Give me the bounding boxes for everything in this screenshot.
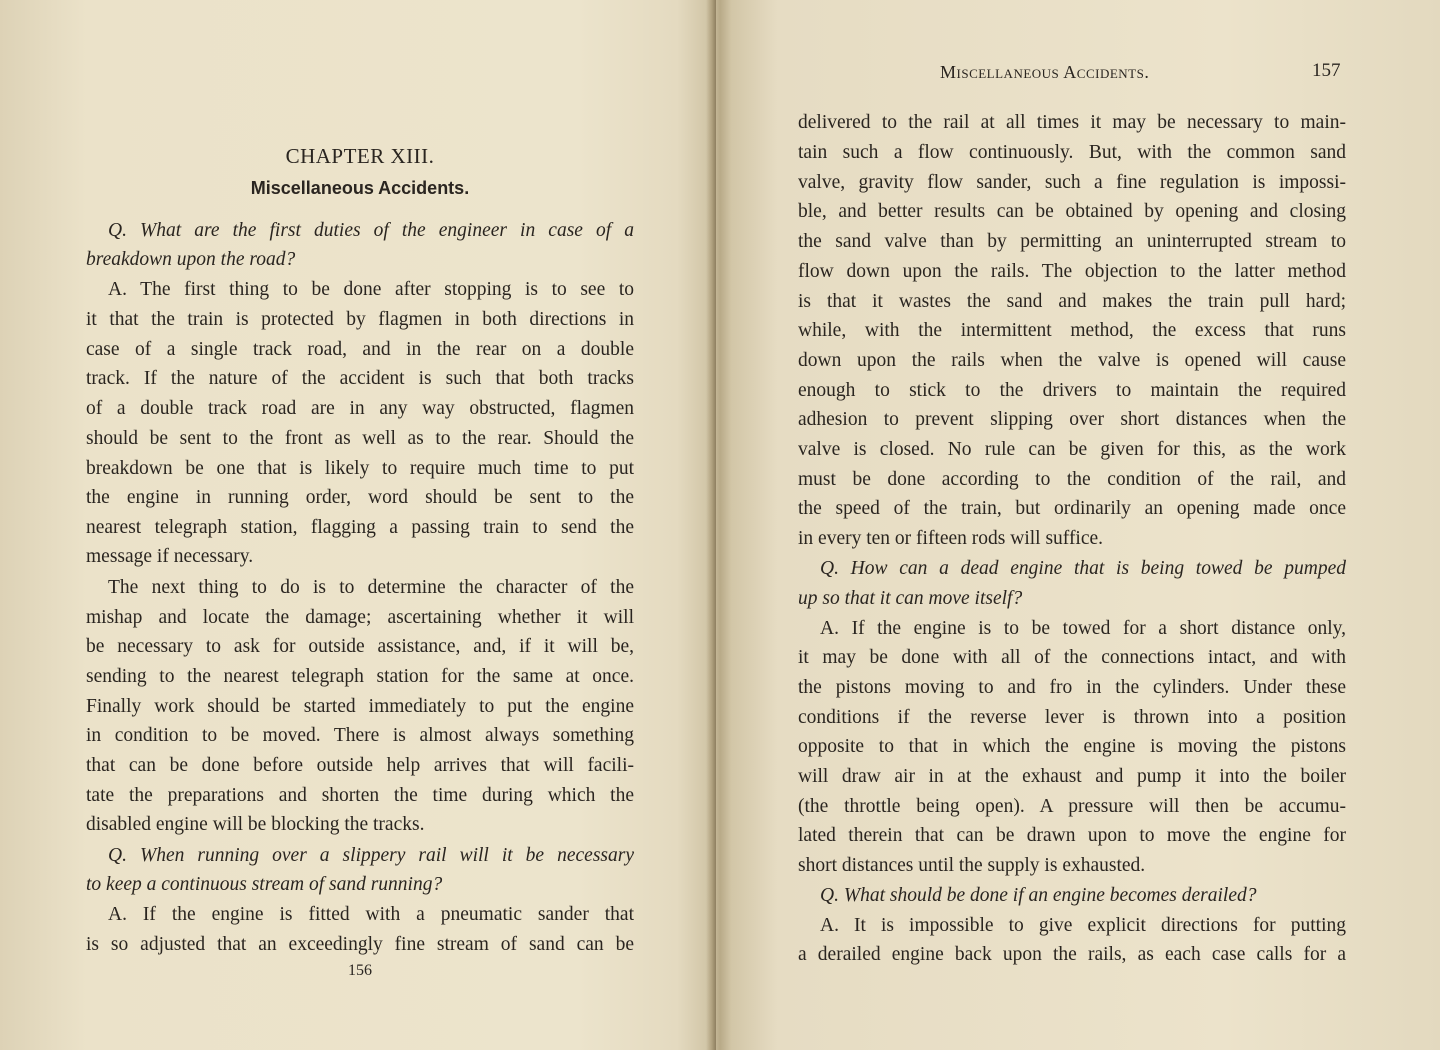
- text-line: valve is closed. No rule can be given for this, as the work: [798, 439, 1346, 460]
- page-number: 156: [348, 962, 372, 979]
- text-line: The next thing to do is to determine the character of the: [108, 577, 634, 598]
- text-line: the sand valve than by permitting an uninterrupted stream to: [798, 231, 1346, 252]
- text-line: disabled engine will be blocking the tracks.: [86, 814, 425, 835]
- text-line: breakdown be one that is likely to require much time to put: [86, 458, 634, 479]
- answer-line: A. The first thing to be done after stopping is to see to: [108, 279, 634, 300]
- text-line: delivered to the rail at all times it may be necessary to main-: [798, 112, 1346, 133]
- text-line: (the throttle being open). A pressure will then be accumu-: [798, 796, 1346, 817]
- text-line: valve, gravity flow sander, such a fine regulation is impossi-: [798, 172, 1346, 193]
- text-line: nearest telegraph station, flagging a passing train to send the: [86, 517, 634, 538]
- text-line: that can be done before outside help arrives that will facili-: [86, 755, 634, 776]
- text-line: in condition to be moved. There is almost always something: [86, 725, 634, 746]
- text-line: is that it wastes the sand and makes the train pull hard;: [798, 291, 1346, 312]
- text-line: must be done according to the condition of the rail, and: [798, 469, 1346, 490]
- answer-line: A. It is impossible to give explicit directions for putting: [820, 915, 1346, 936]
- text-line: enough to stick to the drivers to maintain the required: [798, 380, 1346, 401]
- answer-line: A. If the engine is fitted with a pneumatic sander that: [108, 904, 634, 925]
- text-line: it may be done with all of the connections intact, and with: [798, 647, 1346, 668]
- question-line: Q. What are the first duties of the engineer in case of a: [108, 220, 634, 241]
- text-line: tate the preparations and shorten the time during which the: [86, 785, 634, 806]
- text-line: case of a single track road, and in the rear on a double: [86, 339, 634, 360]
- text-line: lated therein that can be drawn upon to move the engine for: [798, 825, 1346, 846]
- text-line: will draw air in at the exhaust and pump it into the boiler: [798, 766, 1346, 787]
- question-line: Q. How can a dead engine that is being towed be pumped: [820, 558, 1346, 579]
- text-line: down upon the rails when the valve is opened will cause: [798, 350, 1346, 371]
- question-line: Q. When running over a slippery rail will it be necessary: [108, 845, 634, 866]
- text-line: the speed of the train, but ordinarily an opening made once: [798, 498, 1346, 519]
- question-line: up so that it can move itself?: [798, 588, 1023, 609]
- text-line: message if necessary.: [86, 546, 254, 567]
- text-line: it that the train is protected by flagmen in both directions in: [86, 309, 634, 330]
- chapter-title: CHAPTER XIII.: [285, 144, 435, 168]
- gutter-shadow: [706, 0, 716, 1050]
- chapter-subtitle: Miscellaneous Accidents.: [250, 178, 470, 198]
- page-number: 157: [1312, 60, 1341, 81]
- text-line: should be sent to the front as well as to the rear. Should the: [86, 428, 634, 449]
- text-line: sending to the nearest telegraph station for the same at once.: [86, 666, 634, 687]
- text-line: ble, and better results can be obtained by opening and closing: [798, 201, 1346, 222]
- answer-line: A. If the engine is to be towed for a short distance only,: [820, 618, 1346, 639]
- text-line: the pistons moving to and fro in the cylinders. Under these: [798, 677, 1346, 698]
- question-line: breakdown upon the road?: [86, 249, 296, 270]
- question-line: Q. What should be done if an engine becomes derailed?: [820, 885, 1257, 906]
- text-line: adhesion to prevent slipping over short distances when the: [798, 409, 1346, 430]
- text-line: track. If the nature of the accident is such that both tracks: [86, 368, 634, 389]
- text-line: short distances until the supply is exhausted.: [798, 855, 1146, 876]
- text-line: is so adjusted that an exceedingly fine stream of sand can be: [86, 934, 634, 955]
- text-line: mishap and locate the damage; ascertaining whether it will: [86, 607, 634, 628]
- text-line: opposite to that in which the engine is moving the pistons: [798, 736, 1346, 757]
- text-line: Finally work should be started immediately to put the engine: [86, 696, 634, 717]
- text-line: in every ten or fifteen rods will suffice.: [798, 528, 1104, 549]
- text-line: flow down upon the rails. The objection to the latter method: [798, 261, 1346, 282]
- text-line: be necessary to ask for outside assistance, and, if it will be,: [86, 636, 634, 657]
- question-line: to keep a continuous stream of sand running?: [86, 874, 443, 895]
- text-line: conditions if the reverse lever is thrown into a position: [798, 707, 1346, 728]
- text-line: of a double track road are in any way obstructed, flagmen: [86, 398, 634, 419]
- running-head: Miscellaneous Accidents.: [940, 62, 1150, 82]
- text-line: a derailed engine back upon the rails, as each case calls for a: [798, 944, 1346, 965]
- right-page: [720, 0, 1440, 1050]
- text-line: tain such a flow continuously. But, with the common sand: [798, 142, 1346, 163]
- text-line: the engine in running order, word should be sent to the: [86, 487, 634, 508]
- text-line: while, with the intermittent method, the excess that runs: [798, 320, 1346, 341]
